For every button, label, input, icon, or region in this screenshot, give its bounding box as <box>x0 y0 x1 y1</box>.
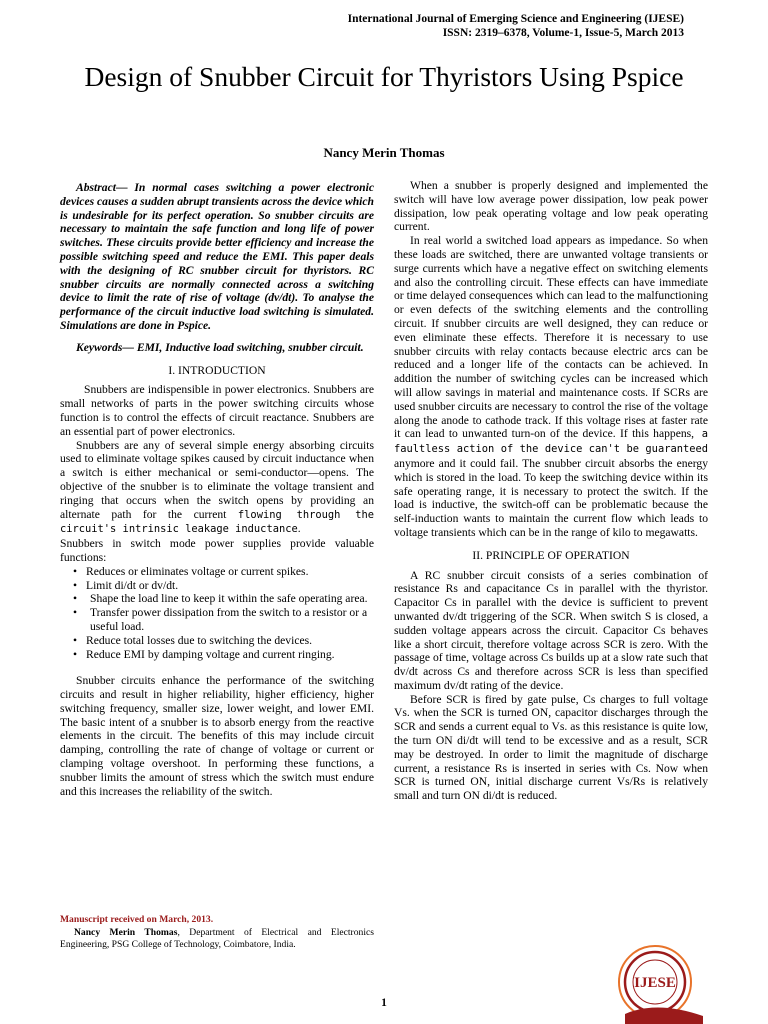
list-item: • Reduce total losses due to switching the devices. <box>73 633 313 647</box>
section-heading-principle: II. PRINCIPLE OF OPERATION <box>472 548 630 562</box>
functions-list <box>60 565 374 662</box>
principle-paragraph-2: Before SCR is fired by gate pulse, Cs charges to full voltage Vs. when the SCR is turned ON, capacitor discharges through the SCR and sends a current equal to Vs. as this resistance is quite low, the turn ON di/dt will tend to be excessive and as a result, SCR may be destroyed. In order to limit the magnitude of discharge current, a resistance Rs is inserted in series with Cs. Now when SCR is turned ON, initial discharge current Vs/Rs is relatively small and turn ON di/dt is reduced. <box>394 692 708 803</box>
left-column <box>60 181 374 798</box>
intro-p2-text: Snubbers are any of several simple energy absorbing circuits used to eliminate voltage spikes caused by circuit inductance when a switch is either mechanical or semi-conductor—opens. The objective of the snubber is to eliminate the voltage transient and ringing that occurs when the switch opens by providing an alternate path for the current <box>60 438 374 521</box>
spacer <box>60 661 374 674</box>
intro-paragraph-1: Snubbers are indispensible in power electronics. Snubbers are small networks of parts in the power switching circuits whose function is to control the effects of circuit reactance. Snubbers are an essential part of power electronics. <box>60 383 374 438</box>
intro-p2-end: . <box>297 522 301 536</box>
page-number: 1 <box>381 997 387 1009</box>
intro-p2-mono: flowing through the circuit's intrinsic leakage inductance <box>60 508 374 536</box>
footnote-affiliation: , Department of Electrical and Electronics Engineering, PSG College of Technology, Coimbatore, India. <box>60 926 375 950</box>
principle-paragraph-1: A RC snubber circuit consists of a series combination of resistance Rs and capacitance Cs in parallel with the thyristor. Capacitor Cs in parallel with the device is sufficient to prevent unwanted dv/dt triggering of the SCR. When switch S is closed, a sudden voltage appears across the circuit. Capacitor Cs behaves like a short circuit, therefore voltage across SCR is zero. With the passage of time, voltage across Cs builds up at a slow rate such that dv/dt across Cs and therefore across SCR is less than specified maximum dv/dt rating of the device. <box>394 568 708 692</box>
abstract-text: Abstract— In normal cases switching a power electronic devices causes a sudden abrupt transients across the device which is undesirable for its perfect operation. So snubber circuits are necessary to maintain the safe function and long life of power switches. These circuits provide better efficiency and increase the possible switching speed and reduce the EMI. This paper deals with the designing of RC snubber circuit for thyristors. RC snubber circuits are normally connected across a switching device to limit the rate of rise of voltage (dv/dt). To analyse the performance of the circuit inductive load switching is simulated. Simulations are done in Pspice. <box>60 181 374 332</box>
right-p2-mono: a faultless action of the device can't be guaranteed <box>394 428 709 456</box>
intro-paragraph-2 <box>60 439 374 538</box>
bullet-icon: • <box>73 647 78 661</box>
right-column <box>394 179 708 803</box>
list-item: • Reduce EMI by damping voltage and current ringing. <box>73 647 335 661</box>
bullet-icon: • <box>73 578 78 592</box>
list-item: • Limit di/dt or dv/dt. <box>73 578 179 592</box>
right-p2-end: anymore and it could fail. The snubber circuit absorbs the energy which is stored in the load. To keep the switching device within its safe operating range, it is necessary to protect the switch. If the load is inductive, the switch-off can be problematic because the self-induction wants to maintain the current flow which leads to voltage transients which can be in the range of kilo to megawatts. <box>394 456 708 539</box>
right-paragraph-2 <box>394 234 708 540</box>
paper-title: Design of Snubber Circuit for Thyristors Using Pspice <box>84 61 684 92</box>
list-item: • Transfer power dissipation from the switch to a resistor or a useful load. <box>73 606 368 633</box>
right-p2-text: In real world a switched load appears as impedance. So when these loads are switched, there are unwanted voltage transients or surge currents which have a negative effect on switching elements and also the controlling circuit. These effects can have immediate or time delayed consequences which can lead to the malfunctioning or even defects of the switching elements and the controlling circuit. If snubber circuits are well designed, they can reduce or even eliminate these effects. Therefore it is necessary to use snubber circuits with relay contacts because electric arcs can be reduced and a longer life of the contacts can be achieved. In addition the number of switching cycles can be increased which will allow savings in material and maintenance costs. If SCRs are used snubber circuits are necessary to control the rise of the voltage along the anode to cathode track. If this voltage rises at faster rate it can lead to unwanted turn-on of the device. If this happens, <box>394 234 708 441</box>
bullet-icon: • <box>73 592 78 606</box>
bullet-icon: • <box>73 633 78 647</box>
bullet-icon: • <box>73 564 78 578</box>
list-item: • Reduces or eliminates voltage or current spikes. <box>73 564 309 578</box>
paper-author: Nancy Merin Thomas <box>323 145 445 160</box>
author-affiliation <box>60 927 374 952</box>
journal-header <box>348 12 684 40</box>
journal-issn: ISSN: 2319–6378, Volume-1, Issue-5, March 2013 <box>442 27 684 39</box>
intro-paragraph-3: Snubbers in switch mode power supplies provide valuable functions: <box>60 537 374 564</box>
section-heading-introduction: I. INTRODUCTION <box>168 363 266 377</box>
right-paragraph-1: When a snubber is properly designed and implemented the switch will have low average power dissipation, low peak power dissipation, low peak operating voltage and low peak operating current. <box>394 179 708 234</box>
logo-text: IJESE <box>634 975 676 991</box>
footnote <box>60 914 374 952</box>
footnote-author: Nancy Merin Thomas <box>74 926 178 938</box>
manuscript-received: Manuscript received on March, 2013. <box>60 914 214 925</box>
abstract <box>60 181 374 355</box>
bullet-icon: • <box>73 606 78 620</box>
keywords: Keywords— EMI, Inductive load switching, snubber circuit. <box>76 340 364 354</box>
list-item: • Shape the load line to keep it within the safe operating area. <box>73 592 368 606</box>
journal-name: International Journal of Emerging Science and Engineering (IJESE) <box>347 13 684 25</box>
ijese-logo-icon <box>617 942 705 1024</box>
intro-paragraph-4: Snubber circuits enhance the performance of the switching circuits and result in higher reliability, higher efficiency, higher switching frequency, smaller size, lower weight, and lower EMI. The basic intent of a snubber is to absorb energy from the reactive elements in the circuit. The benefits of this may include circuit damping, controlling the rate of change of voltage or current or clamping voltage overshoot. In performing these functions, a snubber limits the amount of stress which the switch must endure and this increases the reliability of the switch. <box>60 674 374 798</box>
